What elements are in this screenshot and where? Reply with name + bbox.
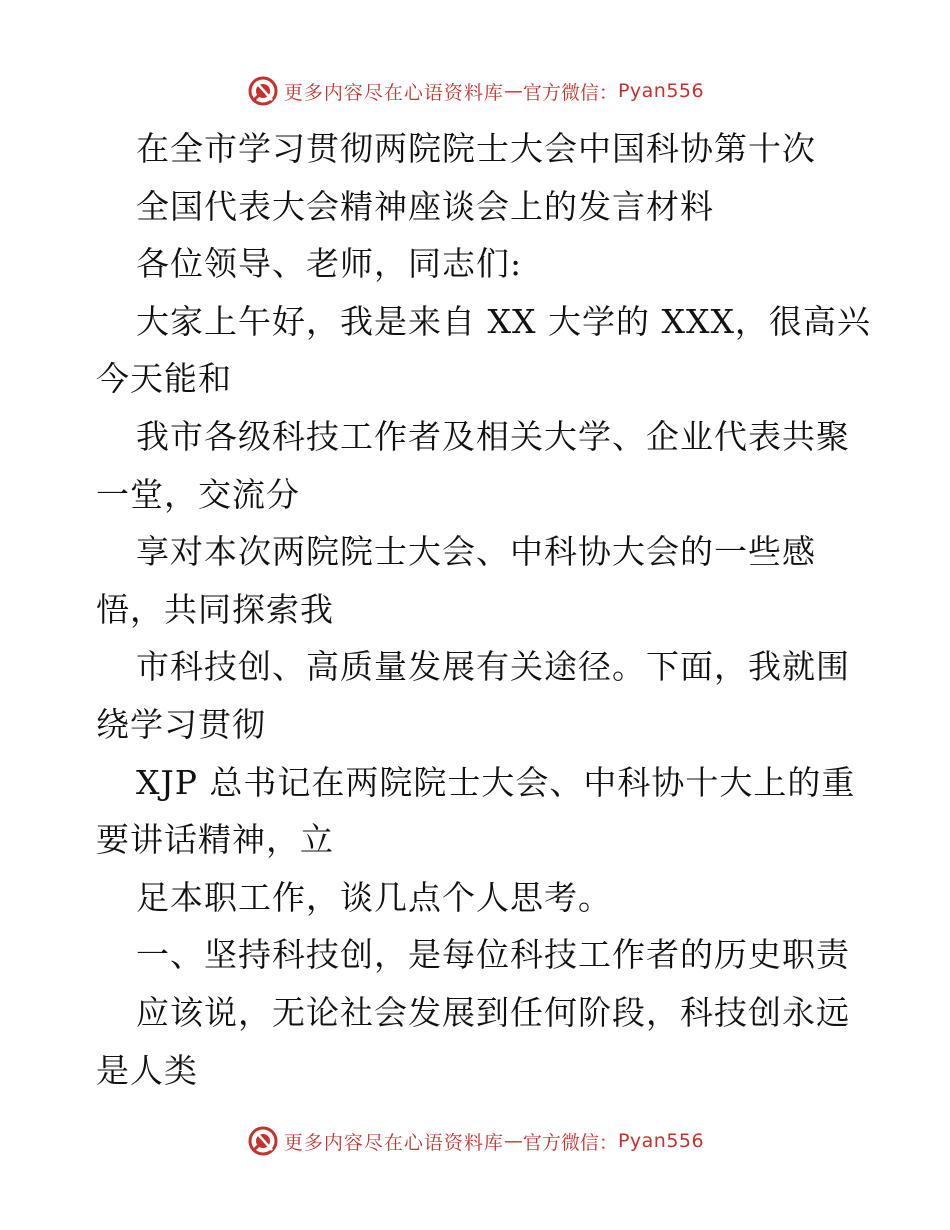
paragraph-line: 大家上午好，我是来自 XX 大学的 XXX，很高兴 xyxy=(136,301,871,341)
watermark-brand-text: 更多内容尽在心语资料库 xyxy=(283,1131,504,1154)
salutation-line: 各位领导、老师，同志们: xyxy=(136,244,523,284)
section-heading: 一、坚持科技创，是每位科技工作者的历史职责 xyxy=(136,935,850,975)
footer-watermark xyxy=(0,1124,950,1158)
paragraph-line: 是人类 xyxy=(96,1050,198,1090)
paragraph-line: 一堂，交流分 xyxy=(96,474,300,514)
paragraph-line: 要讲话精神，立 xyxy=(96,820,334,860)
document-body xyxy=(96,120,871,1099)
paragraph-line: 应该说，无论社会发展到任何阶段，科技创永远 xyxy=(136,992,850,1032)
watermark-brand-text: 更多内容尽在心语资料库 xyxy=(283,81,504,104)
paragraph-line: 悟，共同探索我 xyxy=(96,589,334,629)
paragraph-line: 绕学习贯彻 xyxy=(96,704,266,744)
watermark-logo-icon xyxy=(246,1124,280,1158)
watermark-wechat-id: Pyan556 xyxy=(617,1130,705,1152)
watermark-logo-icon xyxy=(246,74,280,108)
header-watermark xyxy=(0,74,950,108)
paragraph-line: 足本职工作，谈几点个人思考。 xyxy=(136,877,612,917)
title-line-1: 在全市学习贯彻两院院士大会中国科协第十次 xyxy=(136,129,816,168)
paragraph-line: 享对本次两院院士大会、中科协大会的一些感 xyxy=(136,532,816,572)
watermark-wechat-label: 官方微信： xyxy=(522,81,618,104)
watermark-separator: — xyxy=(503,80,523,102)
watermark-separator: — xyxy=(503,1130,523,1152)
paragraph-line: 我市各级科技工作者及相关大学、企业代表共聚 xyxy=(136,416,850,456)
paragraph-line: 市科技创、高质量发展有关途径。下面，我就围 xyxy=(136,647,850,687)
paragraph-line: XJP 总书记在两院院士大会、中科协十大上的重 xyxy=(136,762,856,802)
watermark-wechat-id: Pyan556 xyxy=(617,80,705,102)
watermark-wechat-label: 官方微信： xyxy=(522,1131,618,1154)
title-line-2: 全国代表大会精神座谈会上的发言材料 xyxy=(136,186,714,226)
paragraph-line: 今天能和 xyxy=(96,359,232,399)
